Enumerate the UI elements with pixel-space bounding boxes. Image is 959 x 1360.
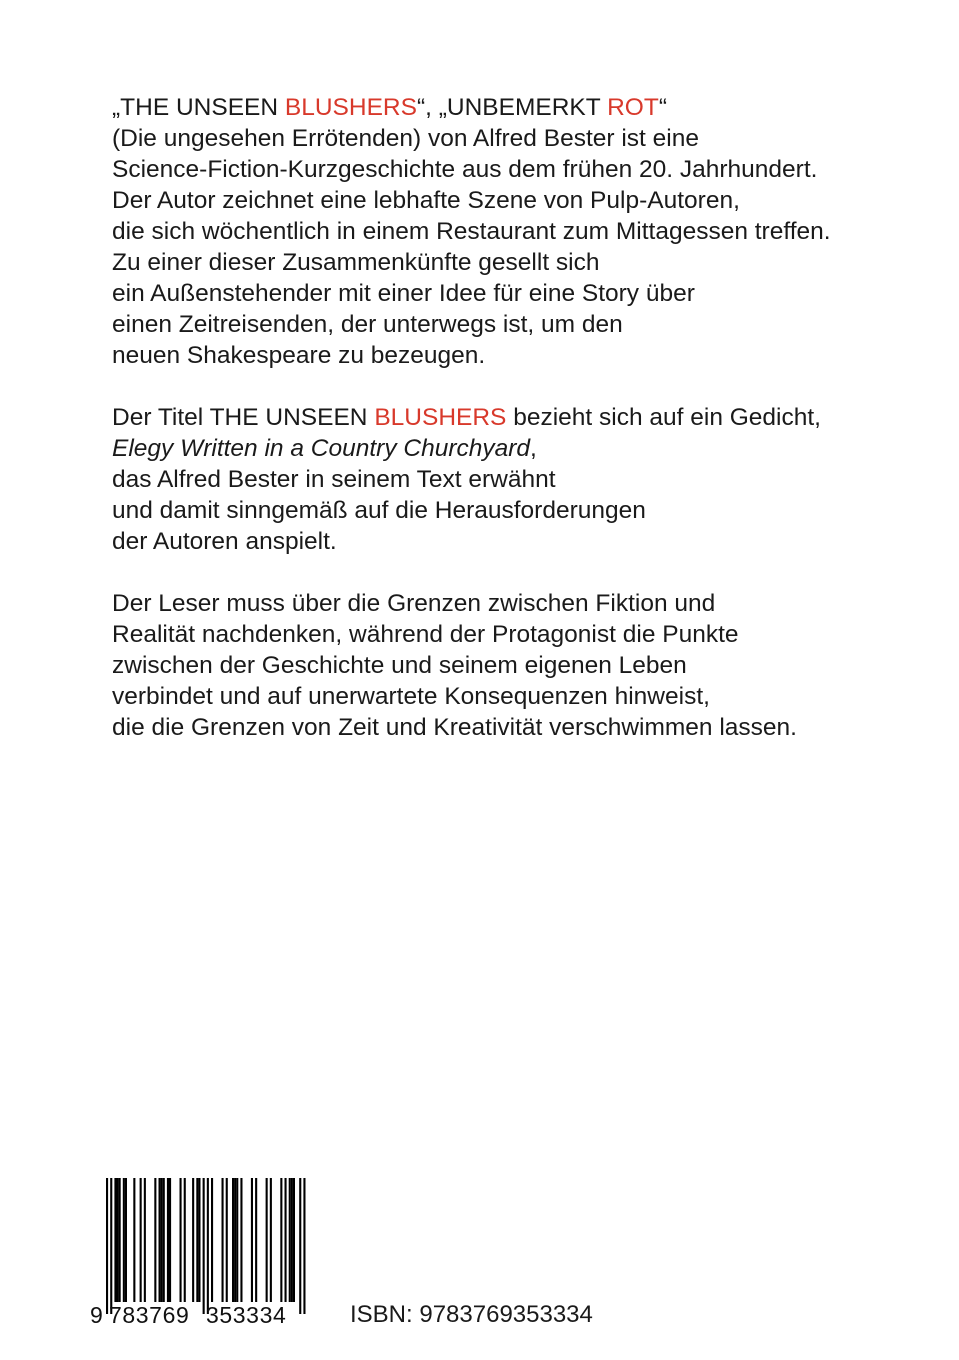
barcode-bar (144, 1178, 146, 1302)
paragraph-title-meaning (112, 402, 932, 557)
poem-title-line (112, 433, 932, 464)
text-line: zwischen der Geschichte und seinem eigenen Leben (112, 652, 687, 679)
barcode-bars (86, 1170, 308, 1360)
barcode-bar (119, 1178, 121, 1302)
barcode-bar (125, 1178, 127, 1302)
barcode-bar (255, 1178, 257, 1302)
title-highlight-blushers: BLUSHERS (284, 94, 417, 121)
barcode-first-digit: 9 (90, 1302, 103, 1328)
barcode-bar (167, 1178, 169, 1302)
barcode-bar (266, 1178, 268, 1302)
barcode-bar (280, 1178, 282, 1302)
barcode-bar (159, 1178, 161, 1302)
barcode-bar (133, 1178, 135, 1302)
intro-title-line (112, 92, 932, 123)
barcode-bar (180, 1178, 182, 1302)
barcode-bar (291, 1178, 293, 1302)
barcode-bar (169, 1178, 171, 1302)
title-prefix: „THE UNSEEN (112, 94, 285, 121)
text-line: Der Leser muss über die Grenzen zwischen Fiktion und (112, 590, 716, 617)
barcode-bar (123, 1178, 125, 1302)
barcode-bar (163, 1178, 165, 1302)
title-ref-highlight: BLUSHERS (374, 404, 507, 431)
title-middle: “, „UNBEMERKT (416, 94, 608, 121)
barcode-bar (234, 1178, 236, 1302)
barcode-bar (285, 1178, 287, 1302)
barcode-bar (293, 1178, 295, 1302)
poem-title-comma: , (530, 435, 537, 462)
barcode-bar (236, 1178, 238, 1302)
isbn-number: ISBN: 9783769353334 (350, 1301, 593, 1328)
title-ref-suffix: bezieht sich auf ein Gedicht, (506, 404, 821, 431)
paragraph-intro (112, 92, 932, 371)
barcode-guard-bar (203, 1178, 205, 1314)
barcode-guard-bar (299, 1178, 301, 1314)
text-line: der Autoren anspielt. (112, 528, 337, 555)
barcode-bar (192, 1178, 194, 1302)
barcode-bar (114, 1178, 116, 1302)
text-line: neuen Shakespeare zu bezeugen. (112, 342, 486, 369)
barcode-right-digits: 353334 (206, 1302, 287, 1328)
barcode-bar (211, 1178, 213, 1302)
barcode-bar (154, 1178, 156, 1302)
text-line: die sich wöchentlich in einem Restaurant zum Mittagessen treffen. (112, 218, 831, 245)
text-line: Der Autor zeichnet eine lebhafte Szene von Pulp-Autoren, (112, 187, 740, 214)
barcode-bar (140, 1178, 142, 1302)
barcode-bar (161, 1178, 163, 1302)
title-meaning-line (112, 402, 932, 433)
barcode-bar (226, 1178, 228, 1302)
barcode-bar (117, 1178, 119, 1302)
barcode-guard-bar (106, 1178, 108, 1314)
back-cover-text (112, 92, 932, 774)
isbn-barcode (86, 1170, 308, 1360)
barcode-bar (251, 1178, 253, 1302)
title-highlight-rot: ROT (607, 94, 659, 121)
barcode-bar (222, 1178, 224, 1302)
text-line: Science-Fiction-Kurzgeschichte aus dem frühen 20. Jahrhundert. (112, 156, 818, 183)
title-ref-prefix: Der Titel THE UNSEEN (112, 404, 375, 431)
barcode-bar (184, 1178, 186, 1302)
barcode-bar (196, 1178, 198, 1302)
text-line: und damit sinngemäß auf die Herausforderungen (112, 497, 646, 524)
poem-title: Elegy Written in a Country Churchyard (112, 435, 531, 462)
title-suffix: “ (658, 94, 667, 121)
text-line: die die Grenzen von Zeit und Kreativität verschwimmen lassen. (112, 714, 797, 741)
barcode-guard-bar (207, 1178, 209, 1314)
barcode-guard-bar (110, 1178, 112, 1314)
text-line: Zu einer dieser Zusammenkünfte gesellt sich (112, 249, 600, 276)
barcode-left-digits: 783769 (109, 1302, 190, 1328)
barcode-bar (198, 1178, 200, 1302)
barcode-bar (270, 1178, 272, 1302)
text-line: das Alfred Bester in seinem Text erwähnt (112, 466, 556, 493)
paragraph-reader (112, 588, 932, 743)
text-line: einen Zeitreisenden, der unterwegs ist, um den (112, 311, 623, 338)
barcode-bar (240, 1178, 242, 1302)
text-line: Realität nachdenken, während der Protagonist die Punkte (112, 621, 739, 648)
text-line: ein Außenstehender mit einer Idee für eine Story über (112, 280, 695, 307)
text-line: verbindet und auf unerwartete Konsequenzen hinweist, (112, 683, 710, 710)
text-line: (Die ungesehen Errötenden) von Alfred Bester ist eine (112, 125, 699, 152)
barcode-guard-bar (303, 1178, 305, 1314)
barcode-bar (232, 1178, 234, 1302)
barcode-bar (289, 1178, 291, 1302)
